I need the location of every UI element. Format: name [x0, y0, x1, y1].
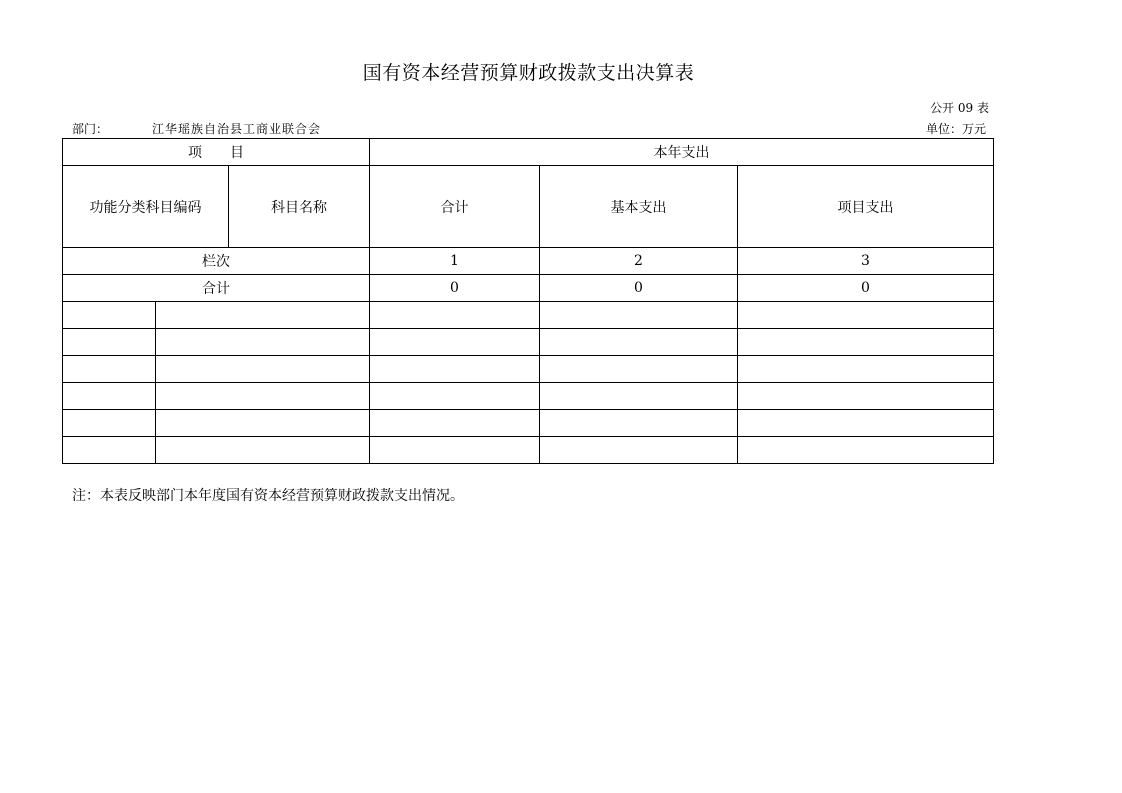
header-function-code: 功能分类科目编码 — [63, 166, 229, 248]
index-cell-3: 3 — [738, 248, 994, 275]
table-cell — [63, 437, 156, 464]
table-row — [63, 329, 994, 356]
table-cell — [370, 302, 540, 329]
header-year-expenditure: 本年支出 — [370, 139, 994, 166]
table-cell — [540, 410, 738, 437]
table-cell — [540, 329, 738, 356]
table-header-row-2 — [63, 166, 994, 248]
table-cell — [156, 410, 370, 437]
total-cell-3: 0 — [738, 275, 994, 302]
expenditure-table — [62, 138, 994, 464]
table-cell — [738, 356, 994, 383]
table-cell — [370, 410, 540, 437]
table-header-row-1 — [63, 139, 994, 166]
index-cell-2: 2 — [540, 248, 738, 275]
table-cell — [156, 329, 370, 356]
table-row-total — [63, 275, 994, 302]
table-cell — [156, 383, 370, 410]
form-number: 公开 09 表 — [930, 101, 989, 115]
table-cell — [540, 356, 738, 383]
header-basic-expenditure: 基本支出 — [540, 166, 738, 248]
table-row — [63, 356, 994, 383]
total-cell-2: 0 — [540, 275, 738, 302]
table-cell — [63, 383, 156, 410]
table-cell — [738, 302, 994, 329]
row-index-label: 栏次 — [63, 248, 370, 275]
table-row — [63, 437, 994, 464]
header-total: 合计 — [370, 166, 540, 248]
table-cell — [156, 437, 370, 464]
table-cell — [63, 356, 156, 383]
table-cell — [370, 437, 540, 464]
table-cell — [63, 329, 156, 356]
total-cell-1: 0 — [370, 275, 540, 302]
table-cell — [370, 383, 540, 410]
table-row-index — [63, 248, 994, 275]
table-row — [63, 410, 994, 437]
table-row — [63, 383, 994, 410]
row-total-label: 合计 — [63, 275, 370, 302]
header-item: 项 目 — [63, 139, 370, 166]
table-cell — [738, 410, 994, 437]
table-cell — [156, 356, 370, 383]
table-cell — [370, 356, 540, 383]
header-project-expenditure: 项目支出 — [738, 166, 994, 248]
department-name: 江华瑶族自治县工商业联合会 — [152, 122, 322, 136]
table-cell — [738, 437, 994, 464]
unit-label: 单位：万元 — [925, 122, 986, 136]
header-subject-name: 科目名称 — [229, 166, 370, 248]
table-cell — [63, 302, 156, 329]
table-cell — [63, 410, 156, 437]
table-cell — [738, 329, 994, 356]
index-cell-1: 1 — [370, 248, 540, 275]
footnote: 注：本表反映部门本年度国有资本经营预算财政拨款支出情况。 — [72, 488, 464, 504]
table-cell — [156, 302, 370, 329]
table-cell — [370, 329, 540, 356]
table-cell — [540, 383, 738, 410]
page-title: 国有资本经营预算财政拨款支出决算表 — [362, 62, 695, 84]
table-cell — [540, 437, 738, 464]
department-label: 部门： — [72, 122, 109, 136]
table-row — [63, 302, 994, 329]
table-cell — [738, 383, 994, 410]
table-cell — [540, 302, 738, 329]
